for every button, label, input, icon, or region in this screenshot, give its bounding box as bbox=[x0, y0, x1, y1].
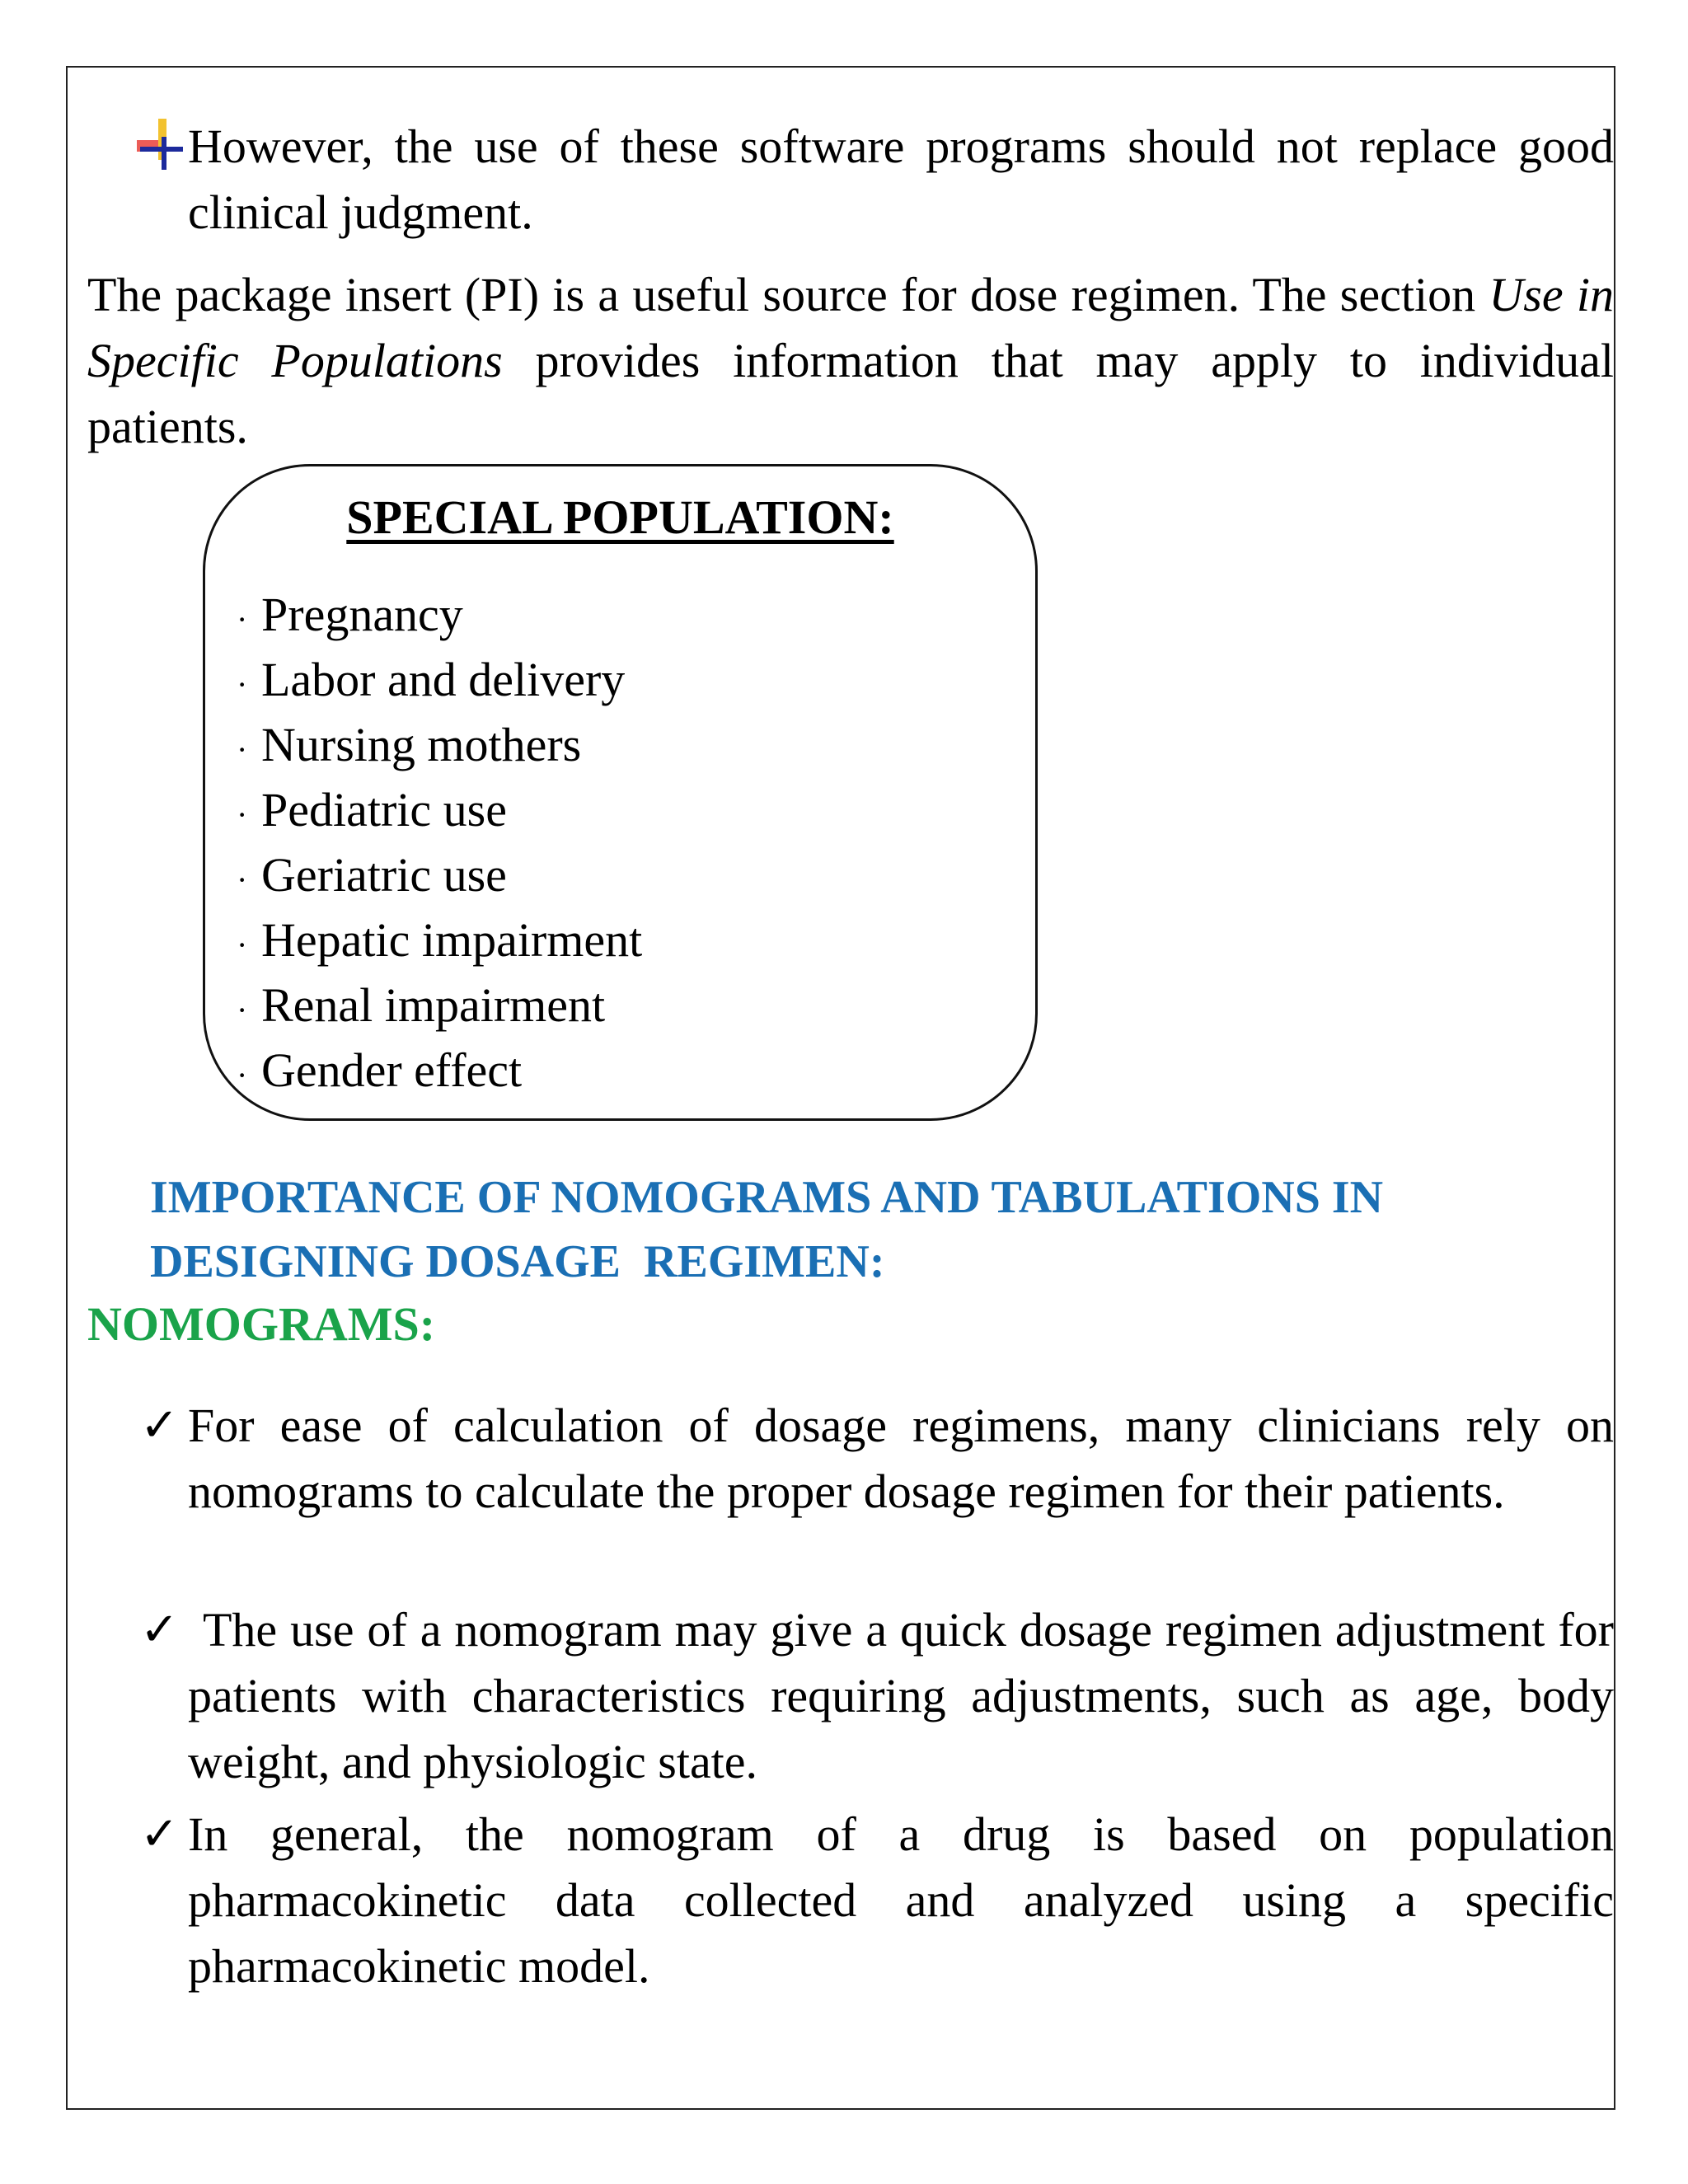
bullet-dot-icon: · bbox=[237, 666, 248, 704]
list-item bbox=[237, 972, 642, 1038]
list-item-label: Labor and delivery bbox=[261, 653, 626, 706]
list-item-label: Pediatric use bbox=[261, 783, 507, 837]
special-population-box bbox=[203, 464, 1038, 1121]
importance-heading-line2: DESIGNING DOSAGE REGIMEN: bbox=[150, 1236, 885, 1287]
checkmark-icon: ✓ bbox=[140, 1807, 179, 1861]
checkmark-icon: ✓ bbox=[140, 1399, 179, 1452]
package-insert-paragraph bbox=[87, 262, 1614, 460]
bullet-dot-icon: · bbox=[237, 731, 248, 769]
intro-bullet-text: However, the use of these software programs should not replace good clinical judgment. bbox=[188, 120, 1614, 239]
list-item bbox=[237, 1038, 642, 1103]
importance-heading-line1: IMPORTANCE OF NOMOGRAMS AND TABULATIONS IN bbox=[150, 1172, 1384, 1223]
list-item bbox=[237, 907, 642, 972]
checkmark-icon: ✓ bbox=[140, 1603, 179, 1657]
bullet-dot-icon: · bbox=[237, 796, 248, 834]
list-item bbox=[237, 712, 642, 777]
bullet-dot-icon: · bbox=[237, 601, 248, 639]
list-item-label: Geriatric use bbox=[261, 848, 507, 902]
list-item-label: Pregnancy bbox=[261, 588, 463, 641]
bullet-dot-icon: · bbox=[237, 926, 248, 964]
list-item-label: Hepatic impairment bbox=[261, 913, 643, 967]
list-item-label: Renal impairment bbox=[261, 978, 606, 1032]
bullet-dot-icon: · bbox=[237, 991, 248, 1029]
bullet-dot-icon: · bbox=[237, 1057, 248, 1094]
list-item bbox=[237, 842, 642, 907]
list-item-label: Gender effect bbox=[261, 1043, 523, 1097]
nomogram-point-3: In general, the nomogram of a drug is based on population pharmacokinetic data collected and analyzed using a specific pharmacokinetic model. bbox=[188, 1807, 1614, 1993]
list-item bbox=[237, 582, 642, 647]
special-population-title: SPECIAL POPULATION: bbox=[346, 490, 894, 544]
four-color-cross-bullet-icon bbox=[134, 115, 183, 173]
nomograms-heading: NOMOGRAMS: bbox=[87, 1297, 436, 1351]
list-item bbox=[237, 777, 642, 842]
nomogram-point-1: For ease of calculation of dosage regimens, many clinicians rely on nomograms to calculate the proper dosage regimen for their patients. bbox=[188, 1399, 1614, 1518]
list-item-label: Nursing mothers bbox=[261, 718, 582, 771]
package-insert-text-after: provides information that may apply to individual patients. bbox=[87, 334, 1614, 453]
bullet-dot-icon: · bbox=[237, 861, 248, 899]
package-insert-italic-section: Use in Specific Populations bbox=[87, 268, 1614, 387]
special-population-list bbox=[237, 582, 642, 1103]
nomogram-point-2: The use of a nomogram may give a quick dosage regimen adjustment for patients with characteristics requiring adjustments, such as age, body weight, and physiologic state. bbox=[188, 1603, 1614, 1788]
list-item bbox=[237, 647, 642, 712]
package-insert-text-before: The package insert (PI) is a useful source for dose regimen. The section bbox=[87, 268, 1489, 321]
